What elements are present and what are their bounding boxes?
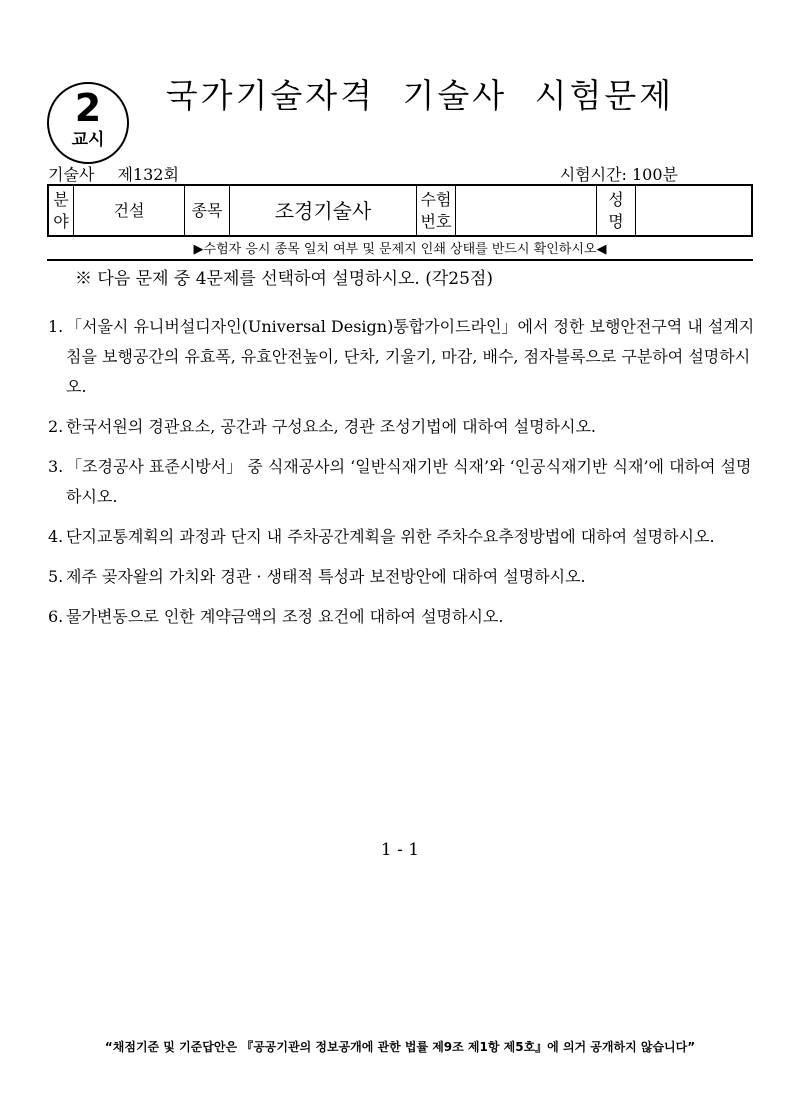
session-number: 2 bbox=[74, 86, 102, 130]
question-text: 「서울시 유니버설디자인(Universal Design)통합가이드라인」에서 정한 보행안전구역 내 설계지침을 보행공간의 유효폭, 유효안전높이, 단차, 기울기, 마감, 배수, 점자블록으로 구분하여 설명하시오. bbox=[66, 317, 755, 396]
disclosure-footer: “채점기준 및 기준답안은 『공공기관의 정보공개에 관한 법률 제9조 제1항 제5호』에 의거 공개하지 않습니다” bbox=[104, 1040, 696, 1054]
exam-meta bbox=[48, 162, 179, 185]
exam-number-label: 수험 번호 bbox=[417, 185, 456, 236]
question-item bbox=[48, 602, 760, 632]
question-text: 「조경공사 표준시방서」 중 식재공사의 ‘일반식재기반 식재’와 ‘인공식재기반 식재’에 대하여 설명하시오. bbox=[66, 457, 752, 506]
question-item bbox=[48, 522, 760, 552]
question-number: 3. bbox=[48, 457, 64, 476]
question-text: 물가변동으로 인한 계약금액의 조정 요건에 대하여 설명하시오. bbox=[66, 607, 504, 626]
exam-type: 기술사 bbox=[48, 165, 95, 184]
question-item bbox=[48, 452, 760, 512]
question-number: 1. bbox=[48, 317, 64, 336]
exam-title: 국가기술자격 기술사 시험문제 bbox=[165, 76, 675, 115]
page-number: 1 - 1 bbox=[380, 840, 420, 860]
question-number: 4. bbox=[48, 527, 64, 546]
question-item bbox=[48, 312, 760, 402]
exam-round: 제132회 bbox=[117, 165, 179, 184]
exam-time: 시험시간: 100분 bbox=[559, 165, 678, 184]
field-label: 분 야 bbox=[48, 185, 74, 236]
question-number: 2. bbox=[48, 417, 64, 436]
question-text: 단지교통계획의 과정과 단지 내 주차공간계획을 위한 주차수요추정방법에 대하여 설명하시오. bbox=[66, 527, 715, 546]
category-value: 조경기술사 bbox=[230, 185, 417, 236]
category-label: 종목 bbox=[185, 185, 230, 236]
question-item bbox=[48, 412, 760, 442]
name-field[interactable] bbox=[636, 185, 753, 236]
question-item bbox=[48, 562, 760, 592]
question-number: 6. bbox=[48, 607, 64, 626]
exam-number-field[interactable] bbox=[456, 185, 597, 236]
question-text: 한국서원의 경관요소, 공간과 구성요소, 경관 조성기법에 대하여 설명하시오. bbox=[66, 417, 596, 436]
question-text: 제주 곶자왈의 가치와 경관 · 생태적 특성과 보전방안에 대하여 설명하시오. bbox=[66, 567, 586, 586]
notice-banner: ▶수험자 응시 종목 일치 여부 및 문제지 인쇄 상태를 반드시 확인하시오◀ bbox=[47, 238, 753, 261]
session-badge bbox=[47, 82, 129, 164]
instruction: ※ 다음 문제 중 4문제를 선택하여 설명하시오. (각25점) bbox=[75, 269, 493, 289]
session-label: 교시 bbox=[71, 130, 105, 150]
candidate-info-table bbox=[47, 184, 753, 237]
field-value: 건설 bbox=[74, 185, 185, 236]
question-list bbox=[48, 312, 760, 642]
name-label: 성 명 bbox=[597, 185, 636, 236]
question-number: 5. bbox=[48, 567, 64, 586]
